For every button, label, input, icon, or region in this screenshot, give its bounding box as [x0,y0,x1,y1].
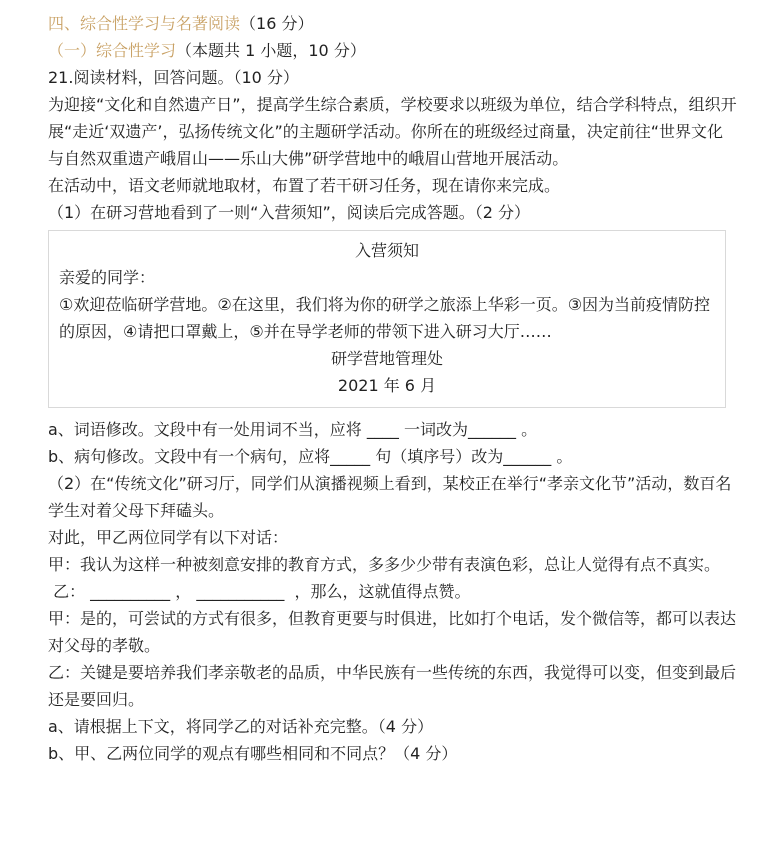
notice-title: 入营须知 [354,241,419,260]
dialogue-line: 乙：关键是要培养我们孝亲敬老的品质，中华民族有一些传统的东西，我觉得可以变，但变到最后还是要回归。 [48,663,737,709]
notice-signature: 研学营地管理处 [330,349,443,368]
section-heading-title: 四、综合性学习与名著阅读 [48,14,241,33]
section-heading [48,10,738,37]
part1-task-a: a、词语修改。文段中有一处用词不当，应将 ____ 一词改为______ 。 [48,420,538,439]
notice-greeting: 亲爱的同学： [59,268,156,287]
sub-heading [48,37,738,64]
question-21-task-intro: 在活动中，语文老师就地取材，布置了若干研习任务，现在请你来完成。 [48,176,561,195]
sub-heading-title: （一）综合性学习 [48,41,177,60]
section-heading-score: （16 分） [240,14,314,33]
dialogue-line: 甲：我认为这样一种被刻意安排的教育方式，多多少少带有表演色彩，总让人觉得有点不真实。 [48,555,721,574]
question-21-title: 21.阅读材料，回答问题。（10 分） [48,68,299,87]
part1-prompt: （1）在研习营地看到了一则“入营须知”，阅读后完成答题。（2 分） [48,203,531,222]
part2-dialogue-intro: 对此，甲乙两位同学有以下对话： [48,528,289,547]
exam-page [48,10,738,767]
dialogue-line: 乙： __________ ， ___________ ，那么，这就值得点赞。 [48,582,471,601]
sub-heading-meta: （本题共 1 小题，10 分） [176,41,366,60]
notice-date: 2021 年 6 月 [337,376,437,395]
part2-task-a: a、请根据上下文，将同学乙的对话补充完整。（4 分） [48,717,434,736]
part2-task-b: b、甲、乙两位同学的观点有哪些相同和不同点？（4 分） [48,744,458,763]
part2-prompt: （2）在“传统文化”研习厅，同学们从演播视频上看到，某校正在举行“孝亲文化节”活动，数百名学生对着父母下拜磕头。 [48,474,732,520]
notice-box [48,230,726,408]
dialogue-line: 甲：是的，可尝试的方式有很多，但教育更要与时俱进，比如打个电话，发个微信等，都可以表达对父母的孝敬。 [48,609,737,655]
part1-task-b: b、病句修改。文段中有一个病句，应将_____ 句（填序号）改为______ 。 [48,447,573,466]
question-21-intro: 为迎接“文化和自然遗产日”，提高学生综合素质，学校要求以班级为单位，结合学科特点，组织开展“走近‘双遗产’，弘扬传统文化”的主题研学活动。你所在的班级经过商量，决定前往“世界文化与自然双重遗产峨眉山——乐山大佛”研学营地中的峨眉山营地开展活动。 [48,95,737,168]
notice-body: ①欢迎莅临研学营地。②在这里，我们将为你的研学之旅添上华彩一页。③因为当前疫情防控的原因，④请把口罩戴上，⑤并在导学老师的带领下进入研习大厅…… [59,295,711,341]
